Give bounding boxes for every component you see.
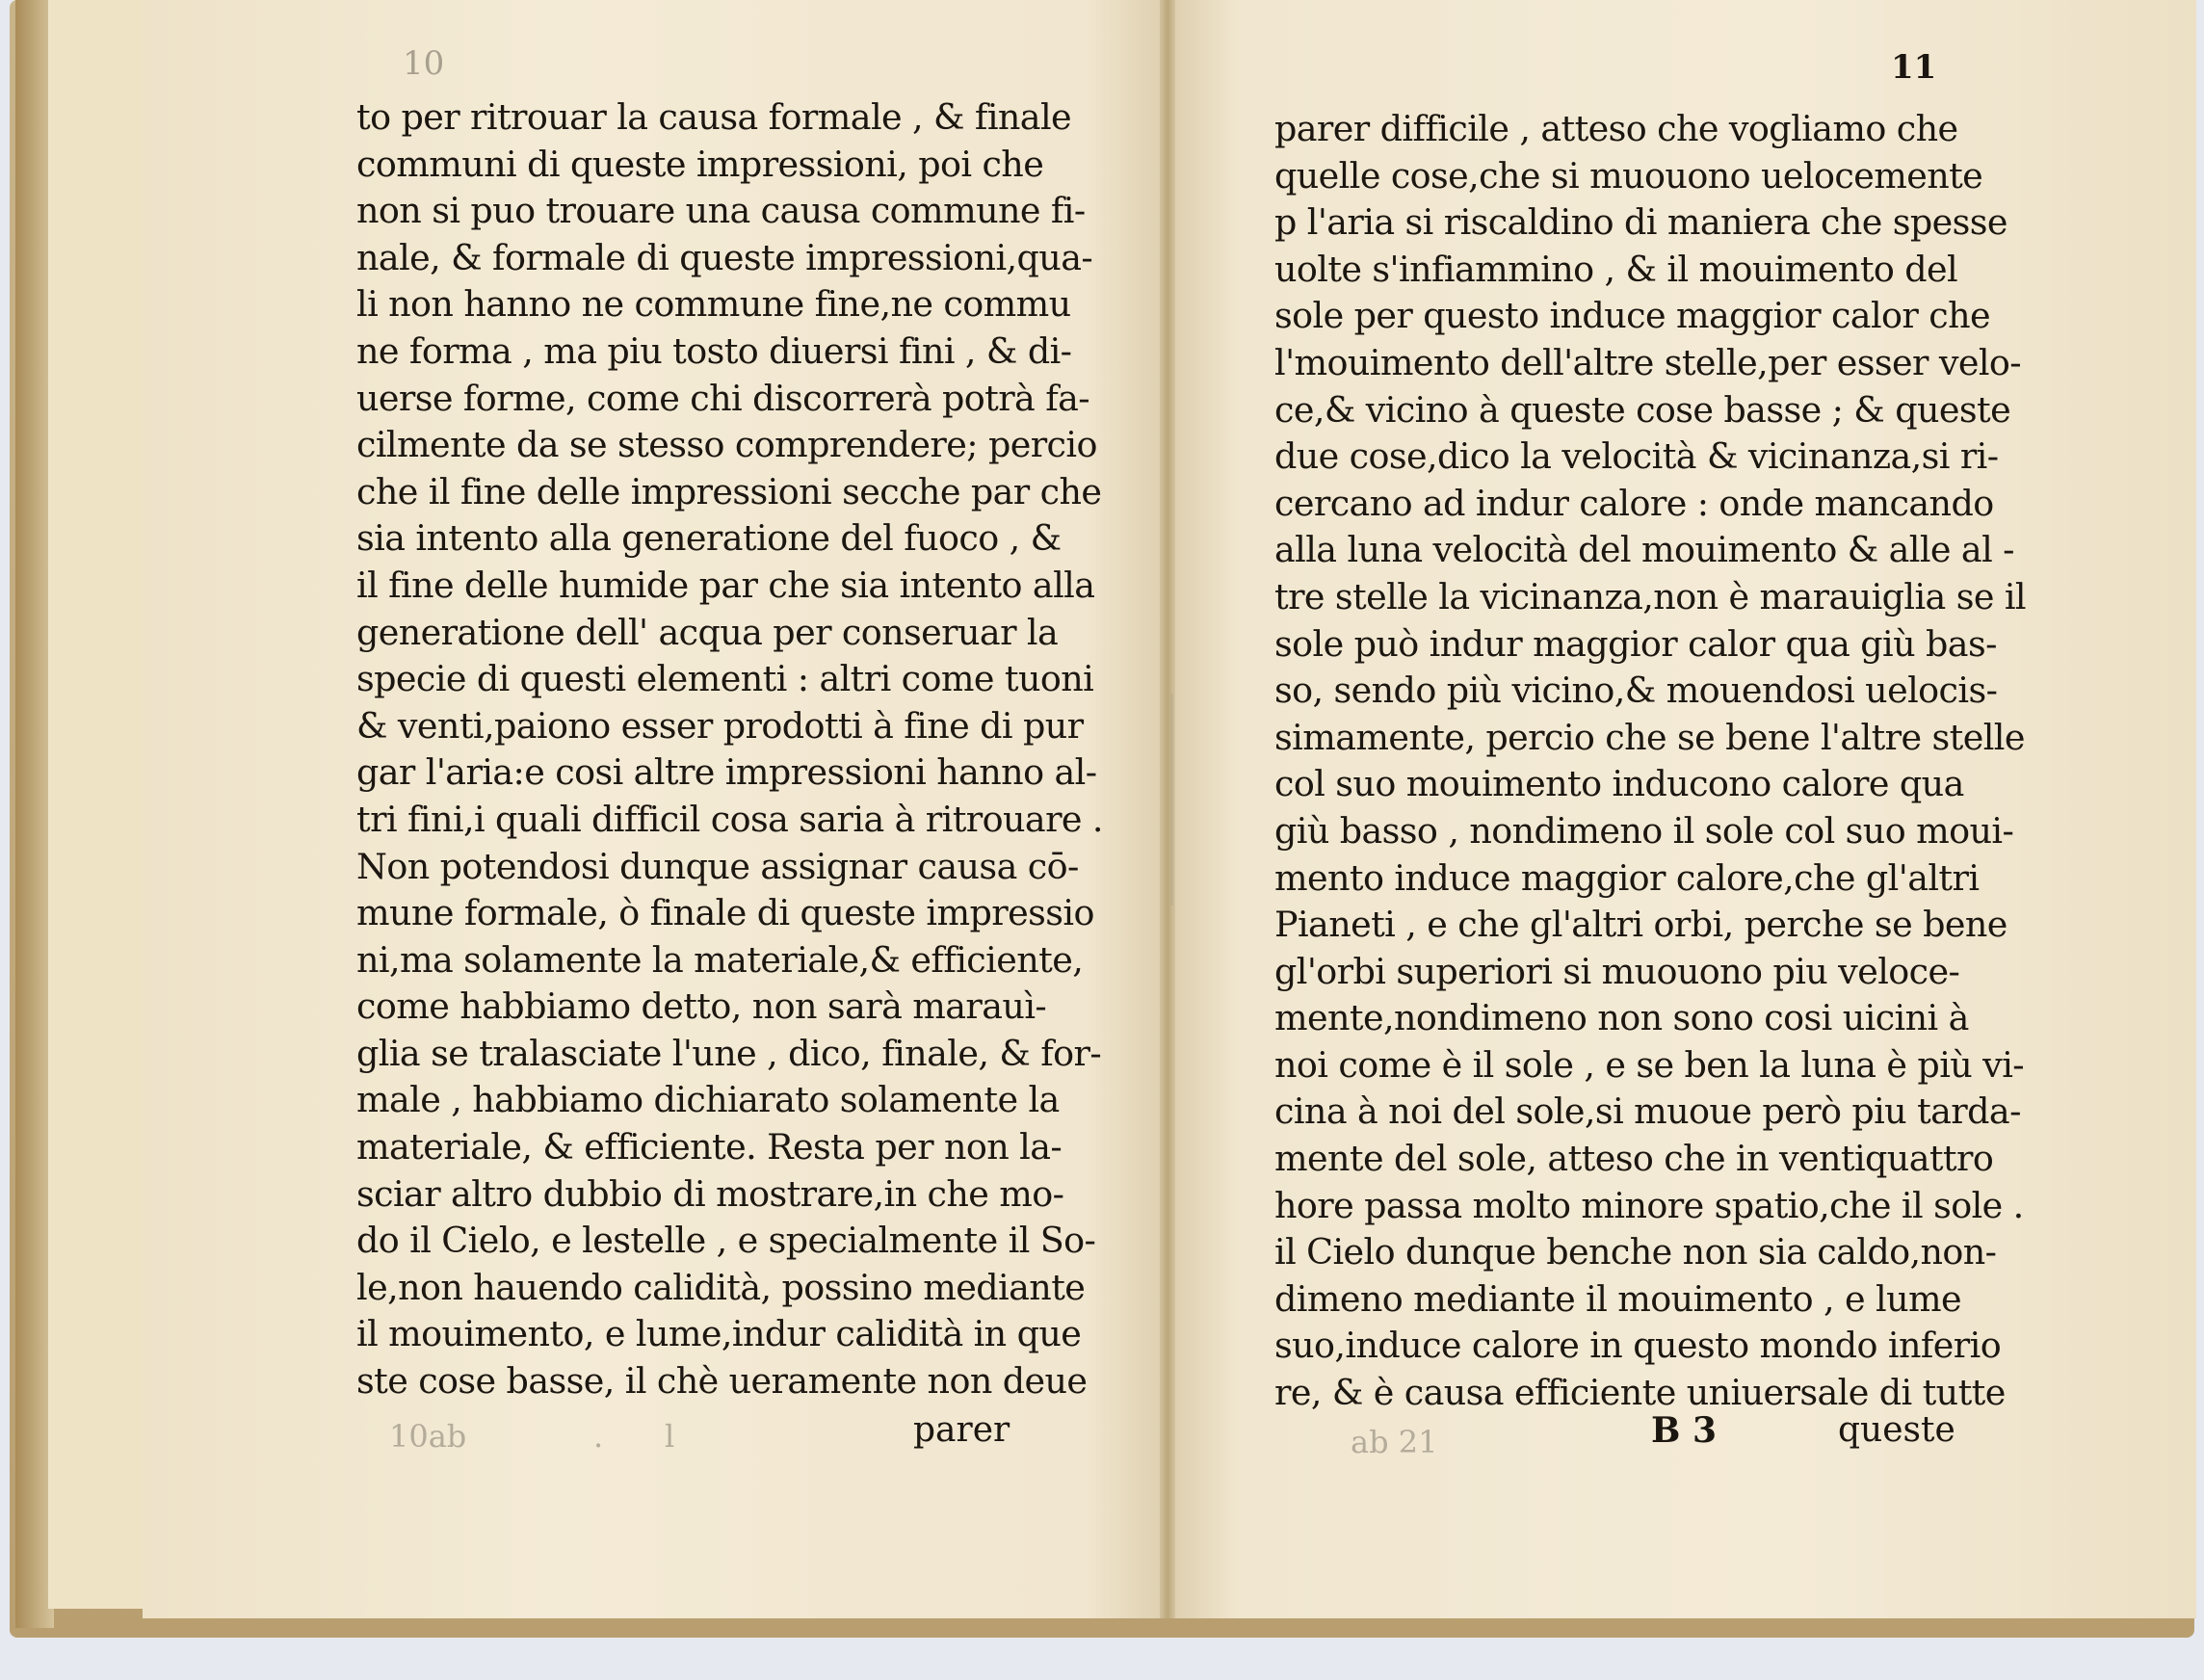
show-through-text: ab 21 [1351, 1424, 1438, 1460]
text-line: li non hanno ne commune fine,ne commu [356, 283, 1071, 326]
text-line: alla luna velocità del mouimento & alle al - [1274, 529, 2014, 571]
text-line: che il fine delle impressioni secche par che [356, 470, 1102, 512]
gutter-shadow [1170, 694, 1173, 906]
text-line: ne forma , ma piu tosto diuersi fini , & di- [356, 329, 1072, 372]
text-line: specie di questi elementi : altri come tuoni [356, 658, 1094, 700]
show-through-text: 10ab [389, 1418, 467, 1455]
text-line: mente,nondimeno non sono cosi uicini à [1274, 997, 1969, 1039]
text-line: & venti,paiono esser prodotti à fine di pur [356, 704, 1084, 747]
text-line: uerse forme, come chi discorrerà potrà fa- [356, 377, 1090, 419]
text-line: tre stelle la vicinanza,non è marauiglia se il [1274, 575, 2026, 617]
text-line: il Cielo dunque benche non sia caldo,non- [1274, 1231, 1997, 1273]
text-line: sia intento alla generatione del fuoco , & [356, 517, 1062, 560]
text-line: materiale, & efficiente. Resta per non la- [356, 1126, 1063, 1168]
text-line: il fine delle humide par che sia intento alla [356, 564, 1095, 606]
text-line: sciar altro dubbio di mostrare,in che mo- [356, 1172, 1064, 1215]
right-catchword: queste [1838, 1410, 1955, 1450]
text-line: p l'aria si riscaldino di maniera che spesse [1274, 201, 2007, 244]
text-line: il mouimento, e lume,indur calidità in que [356, 1313, 1082, 1355]
text-line: simamente, percio che se bene l'altre stelle [1274, 716, 2025, 758]
text-line: glia se tralasciate l'une , dico, finale, & for- [356, 1032, 1102, 1074]
show-through-text: . [593, 1418, 604, 1455]
text-line: sole può indur maggior calor qua giù bas- [1274, 622, 1997, 665]
text-line: so, sendo più vicino,& mouendosi uelocis- [1274, 669, 1998, 712]
text-line: col suo mouimento inducono calore qua [1274, 763, 1964, 805]
text-line: noi come è il sole , e se ben la luna è più vi- [1274, 1043, 2025, 1086]
text-line: re, & è causa efficiente uniuersale di tutte [1274, 1372, 2006, 1414]
text-line: dimeno mediante il mouimento , e lume [1274, 1277, 1962, 1320]
text-line: communi di queste impressioni, poi che [356, 143, 1044, 185]
text-line: parer difficile , atteso che vogliamo che [1274, 108, 1958, 149]
text-line: giù basso , nondimeno il sole col suo moui- [1274, 809, 2014, 852]
text-line: non si puo trouare una causa commune fi- [356, 190, 1086, 232]
text-line: cina à noi del sole,si muoue però piu tarda- [1274, 1090, 2021, 1133]
text-line: gl'orbi superiori si muouono piu veloce- [1274, 950, 1960, 992]
text-line: Non potendosi dunque assignar causa cō- [356, 845, 1079, 887]
text-line: suo,induce calore in questo mondo inferio [1274, 1325, 2002, 1367]
text-line: cilmente da se stesso comprendere; percio [356, 424, 1097, 466]
text-line: le,non hauendo calidità, possino mediante [356, 1266, 1086, 1308]
right-page-text [1274, 106, 2026, 1417]
left-page-number: 10 [403, 44, 445, 83]
text-line: come habbiamo detto, non sarà marauì- [356, 985, 1047, 1028]
text-line: nale, & formale di queste impressioni,qua- [356, 236, 1093, 278]
text-line: to per ritrouar la causa formale , & finale [356, 96, 1072, 138]
text-line: sole per questo induce maggior calor che [1274, 295, 1990, 337]
text-line: hore passa molto minore spatio,che il sole . [1274, 1184, 2024, 1226]
text-line: Pianeti , e che gl'altri orbi, perche se bene [1274, 904, 2007, 946]
text-line: cercano ad indur calore : onde mancando [1274, 482, 1994, 524]
text-line: generatione dell' acqua per conseruar la [356, 611, 1059, 653]
text-line: l'mouimento dell'altre stelle,per esser velo- [1274, 341, 2022, 383]
text-line: mune formale, ò finale di queste impressio [356, 892, 1094, 934]
left-page-text [356, 94, 1103, 1405]
right-page-number: 11 [1891, 48, 1937, 87]
show-through-text: l [665, 1418, 675, 1455]
text-line: mento induce maggior calore,che gl'altri [1274, 856, 1980, 899]
text-line: male , habbiamo dichiarato solamente la [356, 1079, 1060, 1121]
text-line: tri fini,i quali difficil cosa saria à ritrouare . [356, 798, 1103, 840]
text-line: uolte s'infiammino , & il mouimento del [1274, 248, 1958, 290]
text-line: gar l'aria:e cosi altre impressioni hanno al- [356, 751, 1097, 794]
text-line: ni,ma solamente la materiale,& efficiente, [356, 938, 1084, 981]
left-catchword: parer [913, 1410, 1010, 1450]
text-line: quelle cose,che si muouono uelocemente [1274, 154, 1983, 197]
text-line: ce,& vicino à queste cose basse ; & queste [1274, 388, 2011, 431]
text-line: mente del sole, atteso che in ventiquattro [1274, 1138, 1994, 1180]
signature-mark: B 3 [1651, 1410, 1718, 1451]
text-line: due cose,dico la velocità & vicinanza,si ri- [1274, 435, 1999, 478]
text-line: ste cose basse, il chè ueramente non deue [356, 1360, 1088, 1403]
text-line: do il Cielo, e lestelle , e specialmente il So- [356, 1220, 1096, 1262]
